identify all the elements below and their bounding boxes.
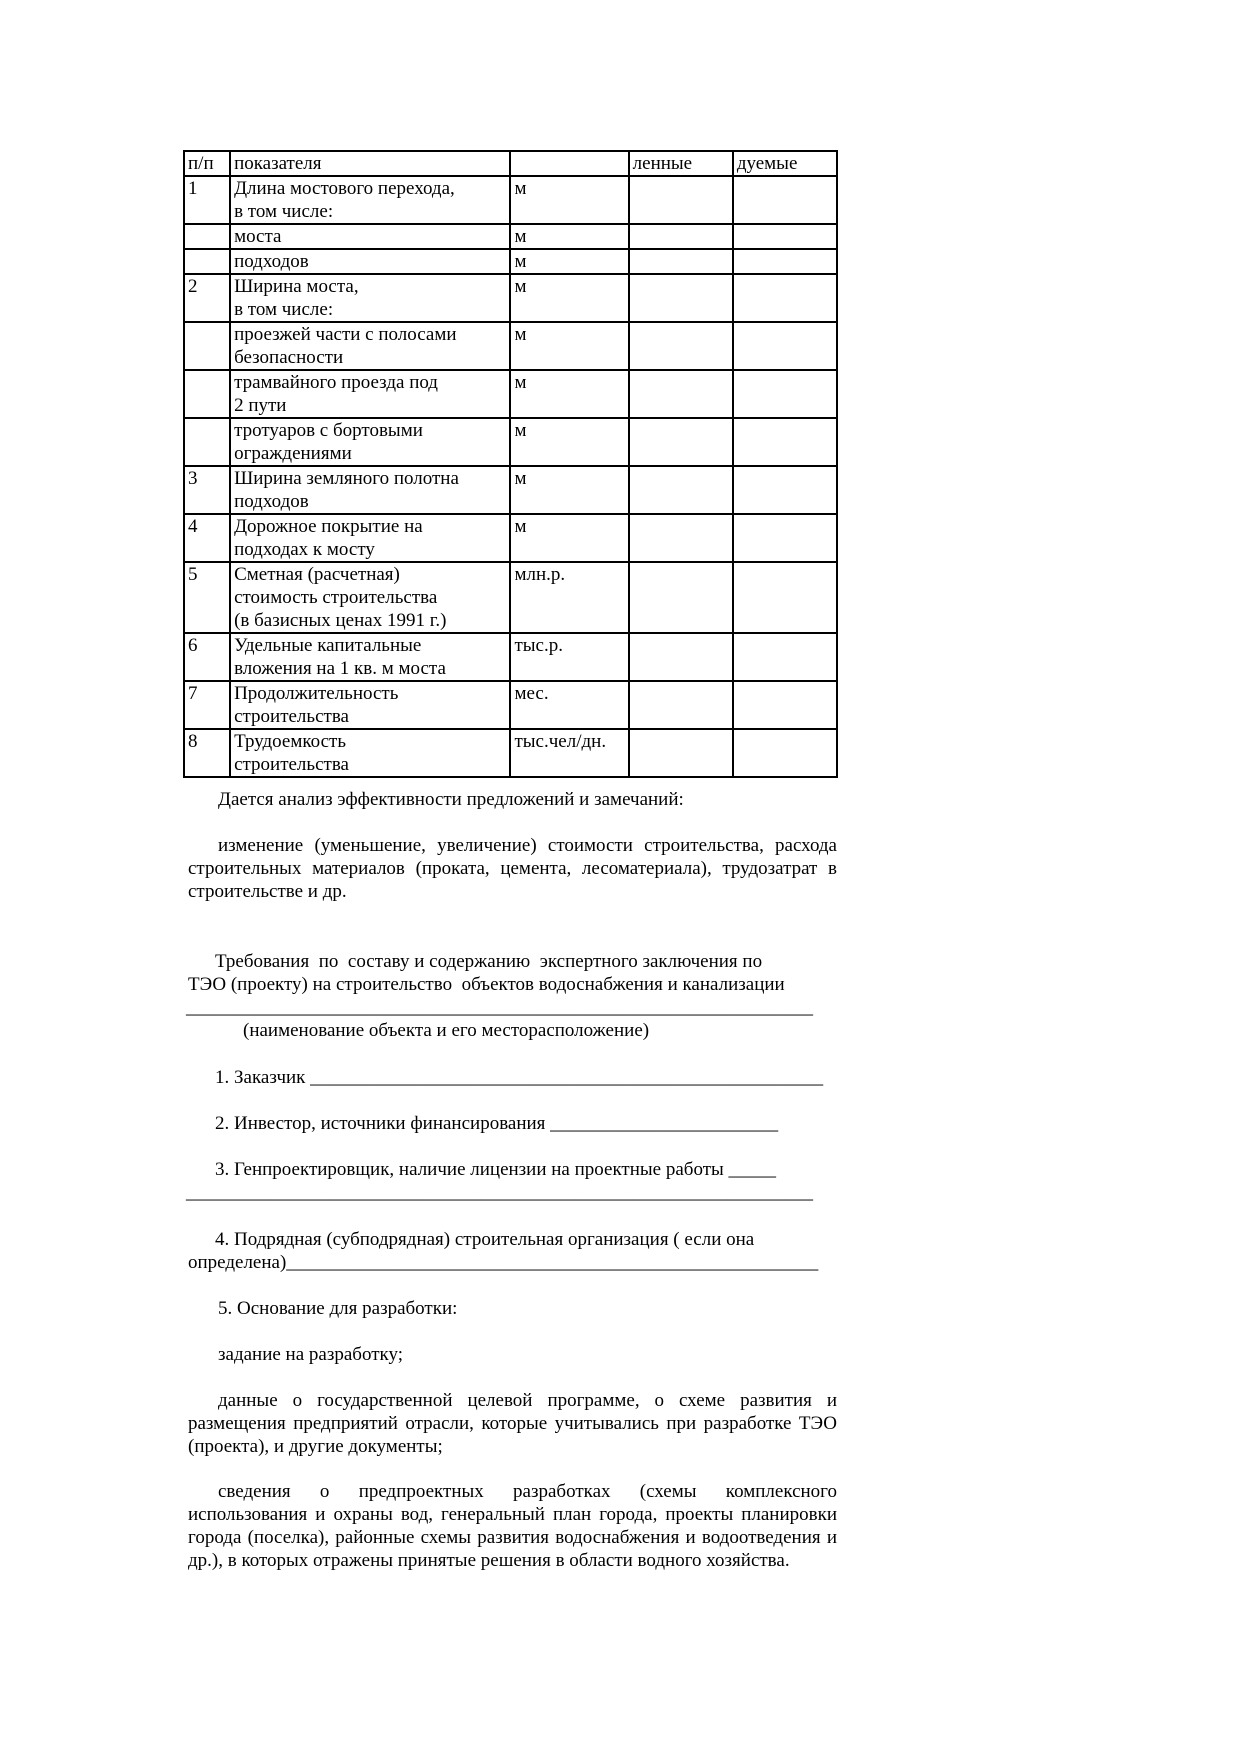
row-proposed-value — [733, 633, 837, 681]
row-number: 8 — [184, 729, 230, 777]
indicator-name-line: Ширина моста, — [234, 276, 359, 297]
indicator-name-line: моста — [234, 226, 282, 247]
row-proposed-value — [733, 418, 837, 466]
row-unit: м — [510, 224, 628, 249]
row-established-value — [629, 681, 733, 729]
item-customer: 1. Заказчик ______________________________________________________ — [215, 1067, 824, 1088]
row-indicator-name — [230, 176, 510, 224]
table-row — [184, 633, 837, 681]
header-cell-proposed: дуемые — [733, 151, 837, 176]
table-row — [184, 514, 837, 562]
indicator-name-line: стоимость строительства — [234, 587, 438, 608]
indicator-name-line: Продолжительность — [234, 683, 399, 704]
row-unit: млн.р. — [510, 562, 628, 633]
row-number: 3 — [184, 466, 230, 514]
row-established-value — [629, 370, 733, 418]
row-proposed-value — [733, 562, 837, 633]
header-cell-established: ленные — [629, 151, 733, 176]
row-number — [184, 418, 230, 466]
row-number — [184, 322, 230, 370]
row-indicator-name — [230, 514, 510, 562]
row-indicator-name — [230, 466, 510, 514]
row-number: 6 — [184, 633, 230, 681]
basis-preproject: сведения о предпроектных разработках (схемы комплексного использования и охраны вод, генеральный план города, проекты планировки города (поселка), районные схемы развития водоснабжения и водоотведения и др.), в которых отражены принятые решения в области водного хозяйства. — [188, 1481, 837, 1571]
item-basis: 5. Основание для разработки: — [218, 1298, 458, 1319]
analysis-intro: Дается анализ эффективности предложений и замечаний: — [218, 789, 684, 810]
table-row — [184, 418, 837, 466]
row-established-value — [629, 633, 733, 681]
row-unit: тыс.чел/дн. — [510, 729, 628, 777]
item-general-designer: 3. Генпроектировщик, наличие лицензии на проектные работы _____ — [215, 1159, 777, 1180]
row-number: 7 — [184, 681, 230, 729]
indicator-name-line: трамвайного проезда под — [234, 372, 438, 393]
table-body — [184, 151, 837, 777]
indicator-name-line: Длина мостового перехода, — [234, 178, 455, 199]
indicator-name-line: в том числе: — [234, 201, 334, 222]
row-proposed-value — [733, 729, 837, 777]
table-row — [184, 176, 837, 224]
row-indicator-name — [230, 681, 510, 729]
row-proposed-value — [733, 370, 837, 418]
row-indicator-name — [230, 418, 510, 466]
row-unit: м — [510, 322, 628, 370]
row-established-value — [629, 249, 733, 274]
indicator-name-line: строительства — [234, 754, 349, 775]
indicator-name-line: подходов — [234, 491, 309, 512]
row-proposed-value — [733, 466, 837, 514]
table-row — [184, 249, 837, 274]
row-indicator-name — [230, 274, 510, 322]
row-number: 2 — [184, 274, 230, 322]
row-established-value — [629, 466, 733, 514]
table-row — [184, 274, 837, 322]
indicator-name-line: подходах к мосту — [234, 539, 375, 560]
row-proposed-value — [733, 274, 837, 322]
table-row — [184, 729, 837, 777]
indicator-name-line: тротуаров с бортовыми — [234, 420, 423, 441]
item-contractor-line-1: 4. Подрядная (субподрядная) строительная организация ( если она — [215, 1229, 755, 1250]
indicator-name-line: Удельные капитальные — [234, 635, 422, 656]
row-established-value — [629, 274, 733, 322]
indicator-name-line: проезжей части с полосами — [234, 324, 457, 345]
header-cell-number: п/п — [184, 151, 230, 176]
indicator-name-line: безопасности — [234, 347, 344, 368]
row-proposed-value — [733, 176, 837, 224]
row-indicator-name — [230, 633, 510, 681]
basis-task: задание на разработку; — [218, 1344, 403, 1365]
indicator-name-line: Ширина земляного полотна — [234, 468, 459, 489]
row-proposed-value — [733, 249, 837, 274]
row-number: 5 — [184, 562, 230, 633]
header-cell-indicator: показателя — [230, 151, 510, 176]
row-indicator-name — [230, 729, 510, 777]
table-row — [184, 466, 837, 514]
indicator-name-line: ограждениями — [234, 443, 352, 464]
row-indicator-name — [230, 224, 510, 249]
indicator-name-line: Дорожное покрытие на — [234, 516, 423, 537]
object-blank-line: __________________________________________________________________ — [186, 997, 813, 1018]
row-established-value — [629, 514, 733, 562]
basis-state-program: данные о государственной целевой программе, о схеме развития и размещения предприятий отрасли, которые учитывались при разработке ТЭО (проекта), и другие документы; — [188, 1390, 837, 1457]
row-established-value — [629, 322, 733, 370]
row-indicator-name — [230, 249, 510, 274]
requirements-title-line-1: Требования по составу и содержанию экспертного заключения по — [215, 951, 763, 972]
row-number: 4 — [184, 514, 230, 562]
table-row — [184, 370, 837, 418]
indicator-name-line: подходов — [234, 251, 309, 272]
row-indicator-name — [230, 370, 510, 418]
indicators-table — [183, 150, 838, 778]
row-established-value — [629, 562, 733, 633]
indicator-name-line: строительства — [234, 706, 349, 727]
indicator-name-line: в том числе: — [234, 299, 334, 320]
table-row — [184, 224, 837, 249]
row-number — [184, 370, 230, 418]
indicator-name-line: 2 пути — [234, 395, 287, 416]
item-investor: 2. Инвестор, источники финансирования ________________________ — [215, 1113, 779, 1134]
row-number — [184, 249, 230, 274]
row-proposed-value — [733, 681, 837, 729]
object-caption: (наименование объекта и его месторасположение) — [243, 1020, 650, 1041]
row-established-value — [629, 418, 733, 466]
row-unit: м — [510, 466, 628, 514]
row-proposed-value — [733, 514, 837, 562]
row-unit: тыс.р. — [510, 633, 628, 681]
row-unit: м — [510, 418, 628, 466]
indicator-name-line: (в базисных ценах 1991 г.) — [234, 610, 447, 631]
row-established-value — [629, 176, 733, 224]
row-number — [184, 224, 230, 249]
table-row — [184, 681, 837, 729]
row-established-value — [629, 224, 733, 249]
row-established-value — [629, 729, 733, 777]
row-unit: м — [510, 274, 628, 322]
row-unit: м — [510, 249, 628, 274]
table-row — [184, 322, 837, 370]
row-unit: м — [510, 370, 628, 418]
row-unit: м — [510, 514, 628, 562]
requirements-title-line-2: ТЭО (проекту) на строительство объектов водоснабжения и канализации — [188, 974, 785, 995]
row-indicator-name — [230, 322, 510, 370]
row-indicator-name — [230, 562, 510, 633]
analysis-body: изменение (уменьшение, увеличение) стоимости строительства, расхода строительных материалов (проката, цемента, лесоматериала), трудозатрат в строительстве и др. — [188, 835, 837, 902]
row-proposed-value — [733, 322, 837, 370]
row-unit: мес. — [510, 681, 628, 729]
header-cell-unit — [510, 151, 628, 176]
row-unit: м — [510, 176, 628, 224]
row-number: 1 — [184, 176, 230, 224]
indicator-name-line: Сметная (расчетная) — [234, 564, 400, 585]
table-header-row — [184, 151, 837, 176]
row-proposed-value — [733, 224, 837, 249]
indicator-name-line: вложения на 1 кв. м моста — [234, 658, 446, 679]
indicator-name-line: Трудоемкость — [234, 731, 346, 752]
general-designer-blank-line: __________________________________________________________________ — [186, 1182, 813, 1203]
item-contractor-line-2: определена)________________________________________________________ — [188, 1252, 819, 1273]
table-row — [184, 562, 837, 633]
